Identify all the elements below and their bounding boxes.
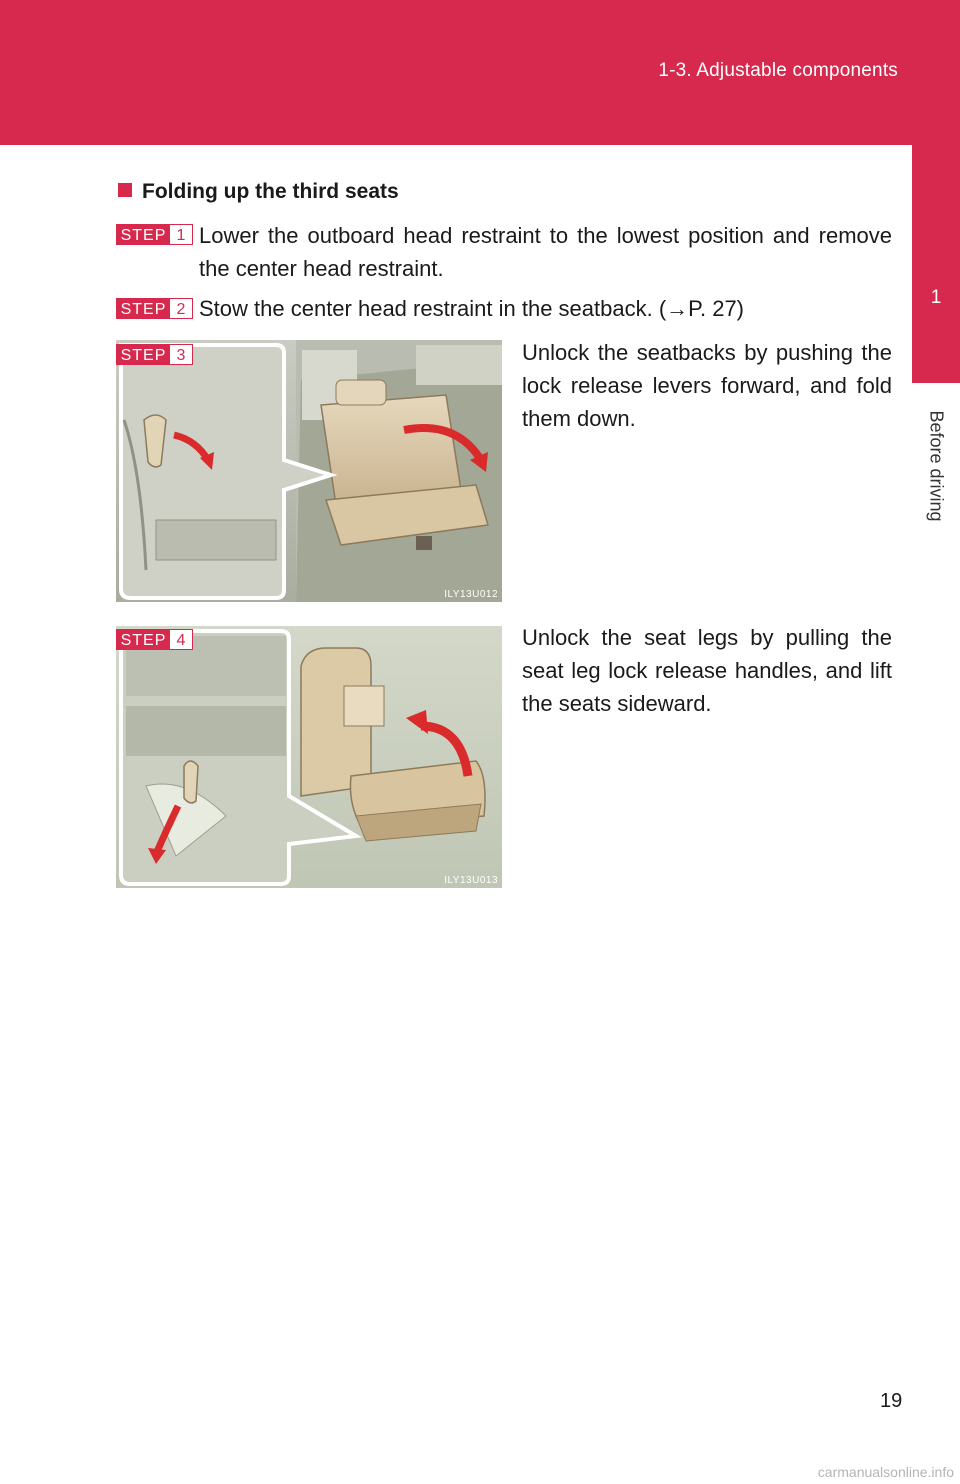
step-2-text: Stow the center head restraint in the seatback. (→P. 27) [199, 296, 745, 321]
step-3-badge-number: 3 [170, 345, 192, 364]
page-number: 19 [880, 1390, 903, 1412]
section-title-text: Folding up the third seats [142, 180, 399, 203]
step-3-badge-label: STEP [117, 345, 170, 364]
chapter-number: 1 [930, 287, 942, 308]
chapter-tab [912, 145, 960, 383]
chapter-label: Before driving [926, 410, 947, 522]
step-4-text: Unlock the seat legs by pulling the seat leg lock release handles, and lift the seats sideward. [522, 625, 892, 716]
watermark: carmanualsonline.info [817, 1464, 954, 1480]
seat-folding-illustration [116, 340, 502, 602]
step-4-badge [116, 629, 193, 650]
step-2-badge [116, 298, 193, 319]
step-2-badge-label: STEP [117, 299, 170, 318]
page-header [0, 0, 960, 145]
step-4-badge-number: 4 [170, 630, 192, 649]
seat-lift-illustration [116, 626, 502, 888]
step-3-badge [116, 344, 193, 365]
step-4-figure-code: ILY13U013 [444, 875, 498, 886]
step-1-text: Lower the outboard head restraint to the lowest position and remove the center head restraint. [199, 223, 892, 281]
header-title: 1-3. Adjustable components [658, 60, 898, 81]
section-title [118, 180, 399, 204]
step-3-text: Unlock the seatbacks by pushing the lock release levers forward, and fold them down. [522, 340, 892, 431]
step-2-badge-number: 2 [170, 299, 192, 318]
step-3-figure-code: ILY13U012 [444, 589, 498, 600]
step-1-badge [116, 224, 193, 245]
bullet-square-icon [118, 183, 132, 197]
step-4-badge-label: STEP [117, 630, 170, 649]
step-1-badge-number: 1 [170, 225, 192, 244]
step-1-badge-label: STEP [117, 225, 170, 244]
step-4-figure [116, 626, 502, 888]
step-3-figure [116, 340, 502, 602]
